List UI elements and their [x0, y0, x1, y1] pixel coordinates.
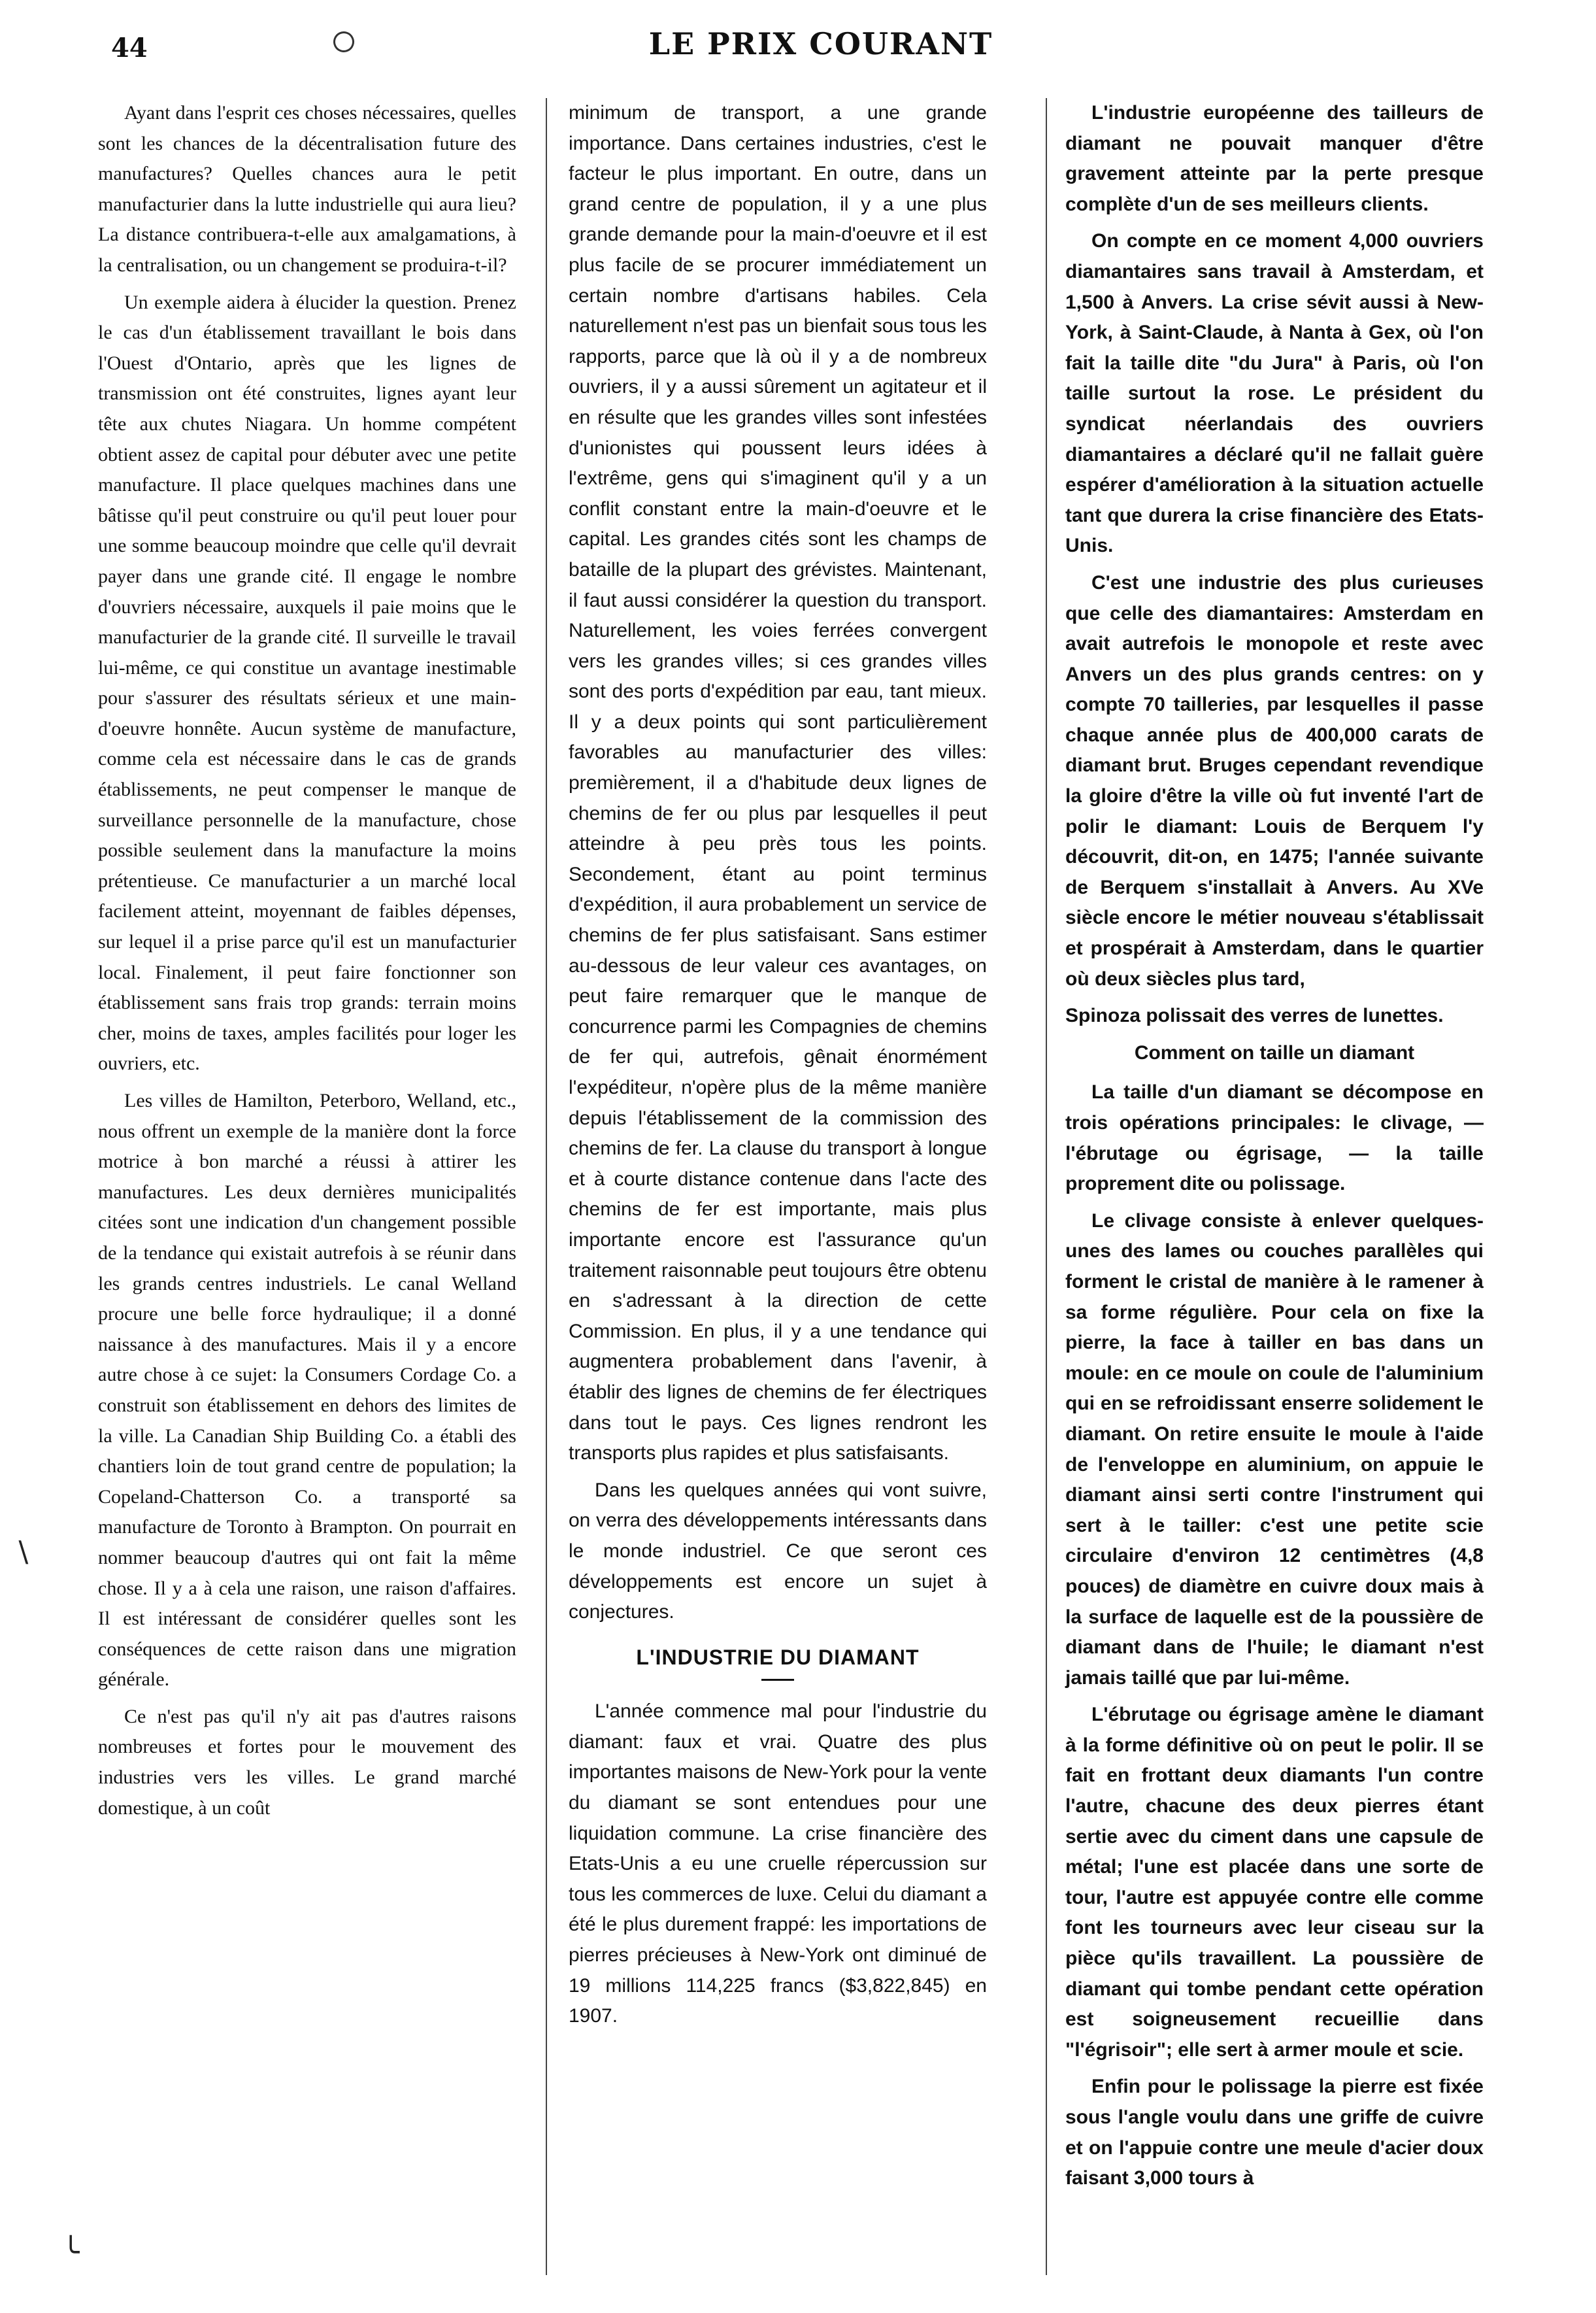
- page-header: [98, 26, 1544, 78]
- paragraph: L'année commence mal pour l'industrie du diamant: faux et vrai. Quatre des plus importantes maisons de New-York pour la vente du diamant se sont entendues pour une liquidation commune. La crise financière des Etats-Unis a eu une cruelle répercussion sur tous les commerces de luxe. Celui du diamant a été le plus durement frappé: les importations de pierres précieuses à New-York ont diminué de 19 millions 114,225 francs ($3,822,845) en 1907.: [569, 1700, 987, 2027]
- page-number: 44: [111, 33, 148, 63]
- paragraph: Le clivage consiste à enlever quelques-unes des lames ou couches parallèles qui forment le cristal de manière à le ramener à sa forme régulière. Pour cela on fixe la pierre, la face à tailler en bas dans un moule: en ce moule on coule de l'aluminium qui en se refroidissant enserre solidement le diamant. On retire ensuite le moule à l'aide de l'enveloppe en aluminium, on appuie le diamant ainsi serti contre l'instrument qui sert à le tailler: c'est une petite scie circulaire d'environ 12 centimètres (4,8 pouces) de diamètre en cuivre doux mais à la surface de laquelle est de la poussière de diamant dans de l'huile; le diamant n'est jamais taillé que par lui-même.: [1065, 1209, 1484, 1689]
- paragraph: Dans les quelques années qui vont suivre, on verra des développements intéressants dans le monde industriel. Ce que seront ces développements est encore un sujet à conjectures.: [569, 1479, 987, 1623]
- paragraph: Ce n'est pas qu'il n'y ait pas d'autres raisons nombreuses et fortes pour le mouvement des industries vers les villes. Le grand marché domestique, à un coût: [98, 1705, 516, 1819]
- column-2: [569, 98, 987, 2038]
- paragraph: C'est une industrie des plus curieuses que celle des diamantaires: Amsterdam en avait autrefois le monopole et reste avec Anvers un des plus grands centres: on y compte 70 tailleries, par lesquelles il passe chaque année plus de 400,000 carats de diamant brut. Bruges cependant revendique la gloire d'être la ville où fut inventé l'art de polir le diamant: Louis de Berquem l'y découvrit, dit-on, en 1475; l'année suivante de Berquem s'installait à Anvers. Au XVe siècle encore le métier nouveau s'établissait et prospérait à Amsterdam, dans le quartier où deux siècles plus tard,: [1065, 571, 1484, 990]
- column-1: [98, 98, 516, 1830]
- column-divider: [1046, 98, 1047, 2275]
- paragraph: L'industrie européenne des tailleurs de diamant ne pouvait manquer d'être gravement atteinte par la perte presque complète d'un de ses meilleurs clients.: [1065, 102, 1484, 215]
- paragraph: On compte en ce moment 4,000 ouvriers diamantaires sans travail à Amsterdam, et 1,500 à Anvers. La crise sévit aussi à New-York, à Saint-Claude, à Nanta à Gex, où l'on fait la taille dite "du Jura" à Paris, où l'on taille surtout la rose. Le président du syndicat néerlandais des ouvriers diamantaires a déclaré qu'il ne fallait guère espérer d'amélioration à la situation actuelle tant que durera la crise financière des Etats-Unis.: [1065, 230, 1484, 557]
- masthead-title: LE PRIX COURANT: [648, 26, 993, 61]
- column-3: [1065, 98, 1484, 2201]
- section-rule: [761, 1679, 794, 1681]
- subheading: Comment on taille un diamant: [1134, 1041, 1415, 1064]
- margin-mark-icon: ╰: [62, 2236, 80, 2269]
- paragraph: Enfin pour le polissage la pierre est fixée sous l'angle voulu dans une griffe de cuivre et on l'appuie contre une meule d'acier doux faisant 3,000 tours à: [1065, 2076, 1484, 2189]
- paragraph: Les villes de Hamilton, Peterboro, Welland, etc., nous offrent un exemple de la manière dont la force motrice à bon marché a réussi à attirer les manufactures. Les deux dernières municipalités citées sont une indication d'un changement possible de la tendance qui existait autrefois à se réunir dans les grands centres industriels. Le canal Welland procure une belle force hydraulique; il a donné naissance à des manufactures. Mais il y a encore autre chose à ce sujet: la Consumers Cordage Co. a construit son établissement en dehors des limites de la ville. La Canadian Ship Building Co. a établi des chantiers loin de tout grand centre de population; la Copeland-Chatterson Co. a transporté sa manufacture de Toronto à Brampton. On pourrait en nommer beaucoup d'autres qui ont fait la même chose. Il y a à cela une raison, une raison d'affaires. Il est intéressant de considérer quelles sont les conséquences de cette raison dans une migration générale.: [98, 1090, 516, 1691]
- column-divider: [546, 98, 547, 2275]
- paragraph: Spinoza polissait des verres de lunettes.: [1065, 1005, 1444, 1027]
- paragraph: L'ébrutage ou égrisage amène le diamant à la forme définitive où on peut le polir. Il se fait en frottant deux diamants l'un contre l'autre, chacune des deux pierres étant sertie avec du ciment dans une capsule de métal; l'une est placée dans une sorte de tour, l'autre est appuyée contre elle comme font les tourneurs avec leur ciseau sur la pièce qu'ils travaillent. La poussière de diamant qui tombe pendant cette opération est soigneusement recueillie dans "l'égrisoir"; elle sert à armer moule et scie.: [1065, 1704, 1484, 2061]
- paragraph: Un exemple aidera à élucider la question. Prenez le cas d'un établissement travaillant le bois dans l'Ouest d'Ontario, après que les lignes de transmission ont été construites, lignes ayant leur tête aux chutes Niagara. Un homme compétent obtient assez de capital pour débuter avec une petite manufacture. Il place quelques machines dans une bâtisse qu'il peut construire ou qu'il peut louer pour une somme beaucoup moindre que celle qu'il devrait payer dans une grande cité. Il engage le nombre d'ouvriers nécessaire, auxquels il paie moins que le manufacturier de la grande cité. Il surveille le travail lui-même, ce qui constitue un avantage inestimable pour s'assurer des résultats sérieux et une main-d'oeuvre honnête. Aucun système de manufacture, comme cela est nécessaire dans le cas de grands établissements, ne peut compenser le manque de surveillance personnelle de la manufacture, chose possible seulement dans la manufacture la moins prétentieuse. Ce manufacturier a un marché local facilement atteint, moyennant de faibles dépenses, sur lequel il a prise parce qu'il est un manufacturier local. Finalement, il peut faire fonctionner son établissement sans frais trop grands: terrain moins cher, moins de taxes, amples facilités pour loger les ouvriers, etc.: [98, 291, 516, 1075]
- section-title: L'INDUSTRIE DU DIAMANT: [636, 1645, 920, 1669]
- paragraph: minimum de transport, a une grande importance. Dans certaines industries, c'est le facteur le plus important. En outre, dans un grand centre de population, il y a une plus grande demande pour la main-d'oeuvre et il est plus facile de se procurer immédiatement un certain nombre d'artisans habiles. Cela naturellement n'est pas un bienfait sous tous les rapports, parce que là où il y a de nombreux ouvriers, il y a aussi sûrement un agitateur et il en résulte que les grandes villes sont infestées d'unionistes qui poussent leurs idées à l'extrême, gens qui s'imaginent qu'il y a un conflit constant entre la main-d'oeuvre et le capital. Les grandes cités sont les champs de bataille de la plupart des grévistes. Maintenant, il faut aussi considérer la question du transport. Naturellement, les voies ferrées convergent vers les grandes villes; si ces grandes villes sont des ports d'expédition par eau, tant mieux. Il y a deux points qui sont particulièrement favorables au manufacturier des villes: premièrement, il a d'habitude deux lignes de chemins de fer ou plus par lesquelles il peut atteindre à peu près tous les points. Secondement, étant au point terminus d'expédition, il aura probablement un service de chemins de fer plus satisfaisant. Sans estimer au-dessous de leur valeur ces avantages, on peut faire remarquer que le manque de concurrence parmi les Compagnies de chemins de fer qui, autrefois, gênait énormément l'expéditeur, n'opère plus de la même manière depuis l'établissement de la commission des chemins de fer. La clause du transport à longue et à courte distance contenue dans l'acte des chemins de fer est importante, mais plus importante encore est l'assurance qu'un traitement raisonnable peut toujours être obtenu en s'adressant à la direction de cette Commission. En plus, il y a une tendance qui augmentera probablement dans l'avenir, à établir des lignes de chemins de fer électriques dans tout le pays. Ces lignes rendront les transports plus rapides et plus satisfaisants.: [569, 102, 987, 1464]
- paragraph: La taille d'un diamant se décompose en trois opérations principales: le clivage, — l'ébrutage ou égrisage, — la taille proprement dite ou polissage.: [1065, 1081, 1484, 1195]
- paragraph: Ayant dans l'esprit ces choses nécessaires, quelles sont les chances de la décentralisation future des manufactures? Quelles chances aura le petit manufacturier dans la lutte industrielle qui aura lieu? La distance contribuera-t-elle aux amalgamations, à la centralisation, ou un changement se produira-t-il?: [98, 102, 516, 276]
- margin-mark-icon: ∖: [13, 1536, 32, 1570]
